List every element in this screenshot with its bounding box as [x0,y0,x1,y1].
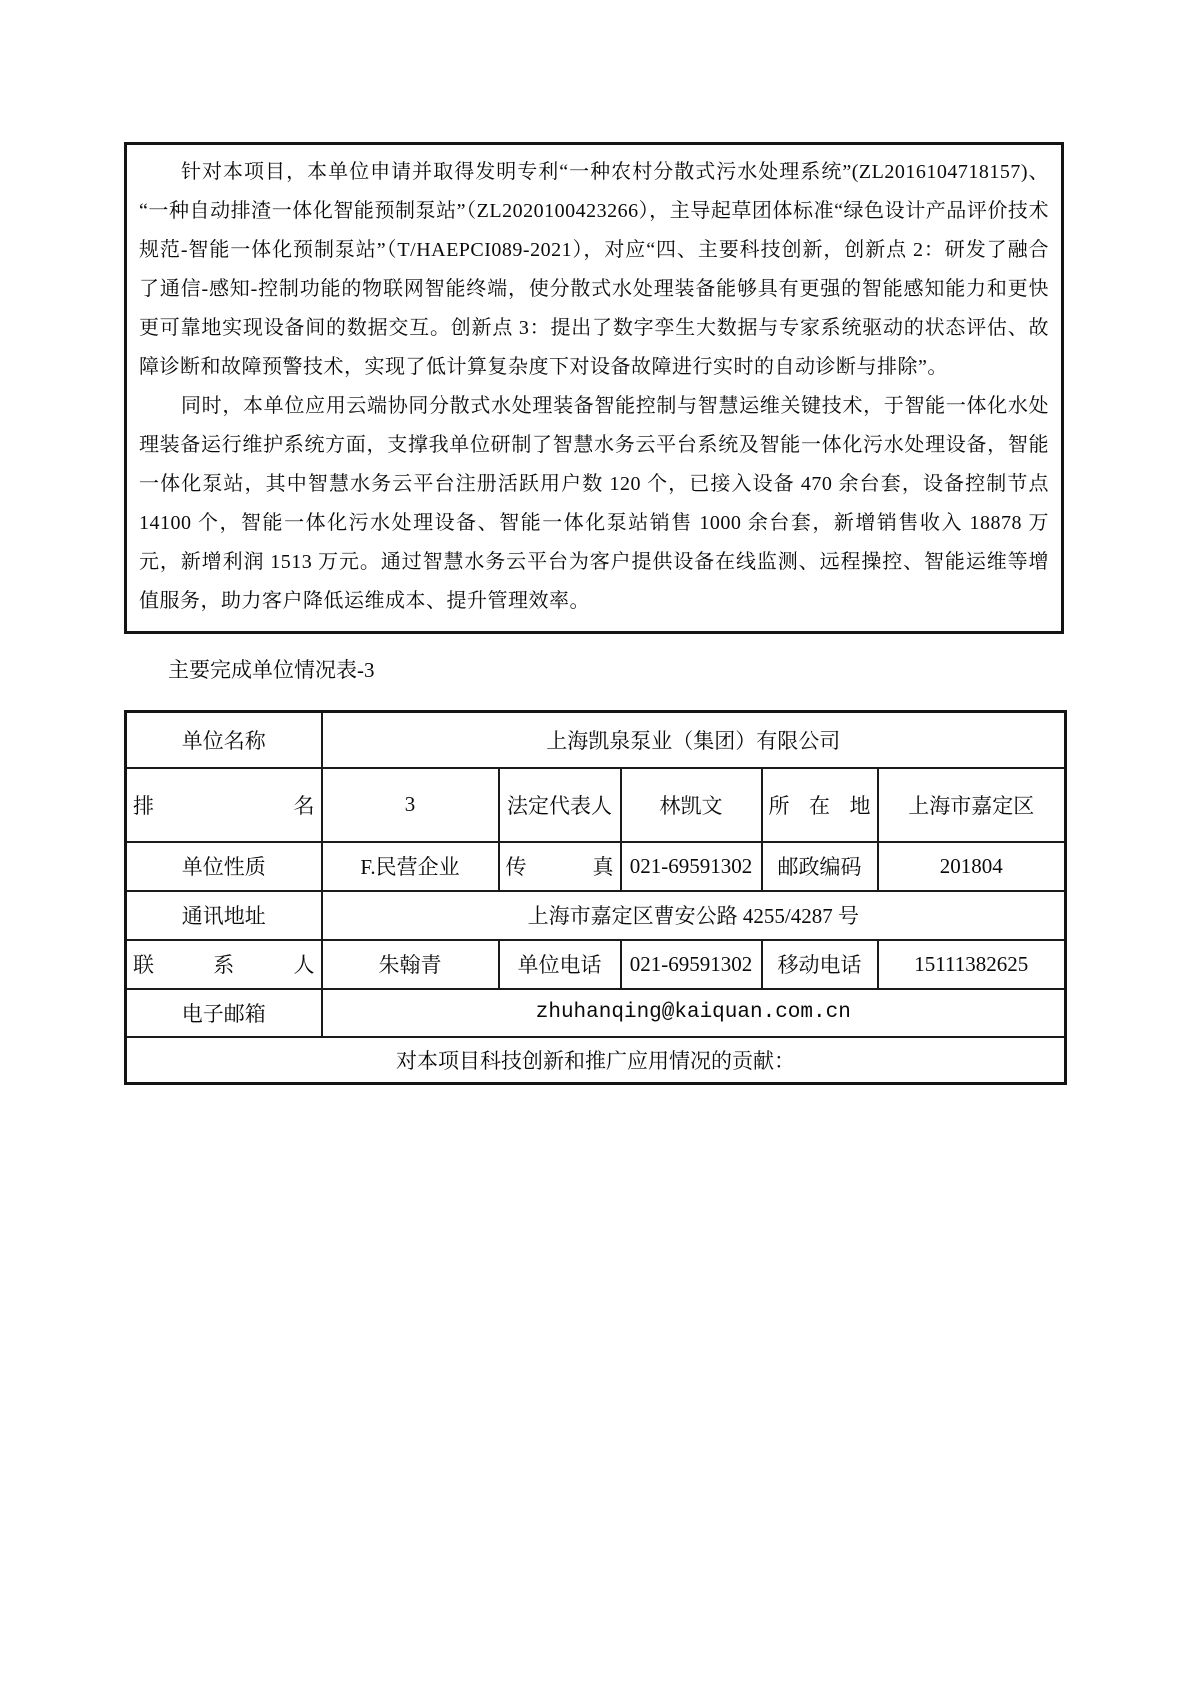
mobile-phone-label: 移动电话 [762,940,878,989]
rank-value: 3 [322,768,499,842]
table-title: 主要完成单位情况表-3 [168,658,375,682]
location-value: 上海市嘉定区 [878,768,1066,842]
fax-value: 021-69591302 [621,842,762,891]
legal-rep-label: 法定代表人 [499,768,621,842]
postal-code-label: 邮政编码 [762,842,878,891]
summary-paragraph-patents: 针对本项目，本单位申请并取得发明专利“一种农村分散式污水处理系统”(ZL2016104718157)、“一种自动排渣一体化智能预制泵站”（ZL2020100423266），主导起草团体标准“绿色设计产品评价技术规范-智能一体化预制泵站”（T/HAEPCI089-2021），对应“四、主要科技创新，创新点 2：研发了融合了通信-感知-控制功能的物联网智能终端，使分散式水处理装备能够具有更强的智能感知能力和更快更可靠地实现设备间的数据交互。创新点 3：提出了数字孪生大数据与专家系统驱动的状态评估、故障诊断和故障预警技术，实现了低计算复杂度下对设备故障进行实时的自动诊断与排除”。 [139,161,1049,378]
email-label: 电子邮箱 [126,989,322,1037]
summary-paragraph-application: 同时，本单位应用云端协同分散式水处理装备智能控制与智慧运维关键技术，于智能一体化水处理装备运行维护系统方面，支撑我单位研制了智慧水务云平台系统及智能一体化污水处理设备，智能一体化泵站，其中智慧水务云平台注册活跃用户数 120 个，已接入设备 470 余台套，设备控制节点 14100 个，智能一体化污水处理设备、智能一体化泵站销售 1000 余台套，新增销售收入 18878 万元，新增利润 1513 万元。通过智慧水务云平台为客户提供设备在线监测、远程操控、智能运维等增值服务，助力客户降低运维成本、提升管理效率。 [139,395,1049,612]
legal-rep-value: 林凯文 [621,768,762,842]
postal-code-value: 201804 [878,842,1066,891]
table-row-unit-nature [126,842,1066,891]
unit-name-label: 单位名称 [126,712,322,768]
unit-nature-label: 单位性质 [126,842,322,891]
table-row-contribution [126,1037,1066,1084]
address-label: 通讯地址 [126,891,322,940]
unit-info-table [124,710,1067,1085]
table-row-address [126,891,1066,940]
mobile-phone-value: 15111382625 [878,940,1066,989]
address-value: 上海市嘉定区曹安公路 4255/4287 号 [322,891,1066,940]
contact-value: 朱翰青 [322,940,499,989]
summary-box [124,142,1064,634]
table-row-unit-name [126,712,1066,768]
document-content [124,142,1064,1085]
email-value: zhuhanqing@kaiquan.com.cn [322,989,1066,1037]
unit-name-value: 上海凯泉泵业（集团）有限公司 [322,712,1066,768]
office-phone-label: 单位电话 [499,940,621,989]
table-row-rank [126,768,1066,842]
contact-label: 联系人 [126,940,322,989]
unit-nature-value: F.民营企业 [322,842,499,891]
rank-label: 排名 [126,768,322,842]
contribution-label: 对本项目科技创新和推广应用情况的贡献： [126,1037,1066,1084]
table-row-contact [126,940,1066,989]
table-row-email [126,989,1066,1037]
office-phone-value: 021-69591302 [621,940,762,989]
fax-label: 传真 [499,842,621,891]
location-label: 所在地 [762,768,878,842]
